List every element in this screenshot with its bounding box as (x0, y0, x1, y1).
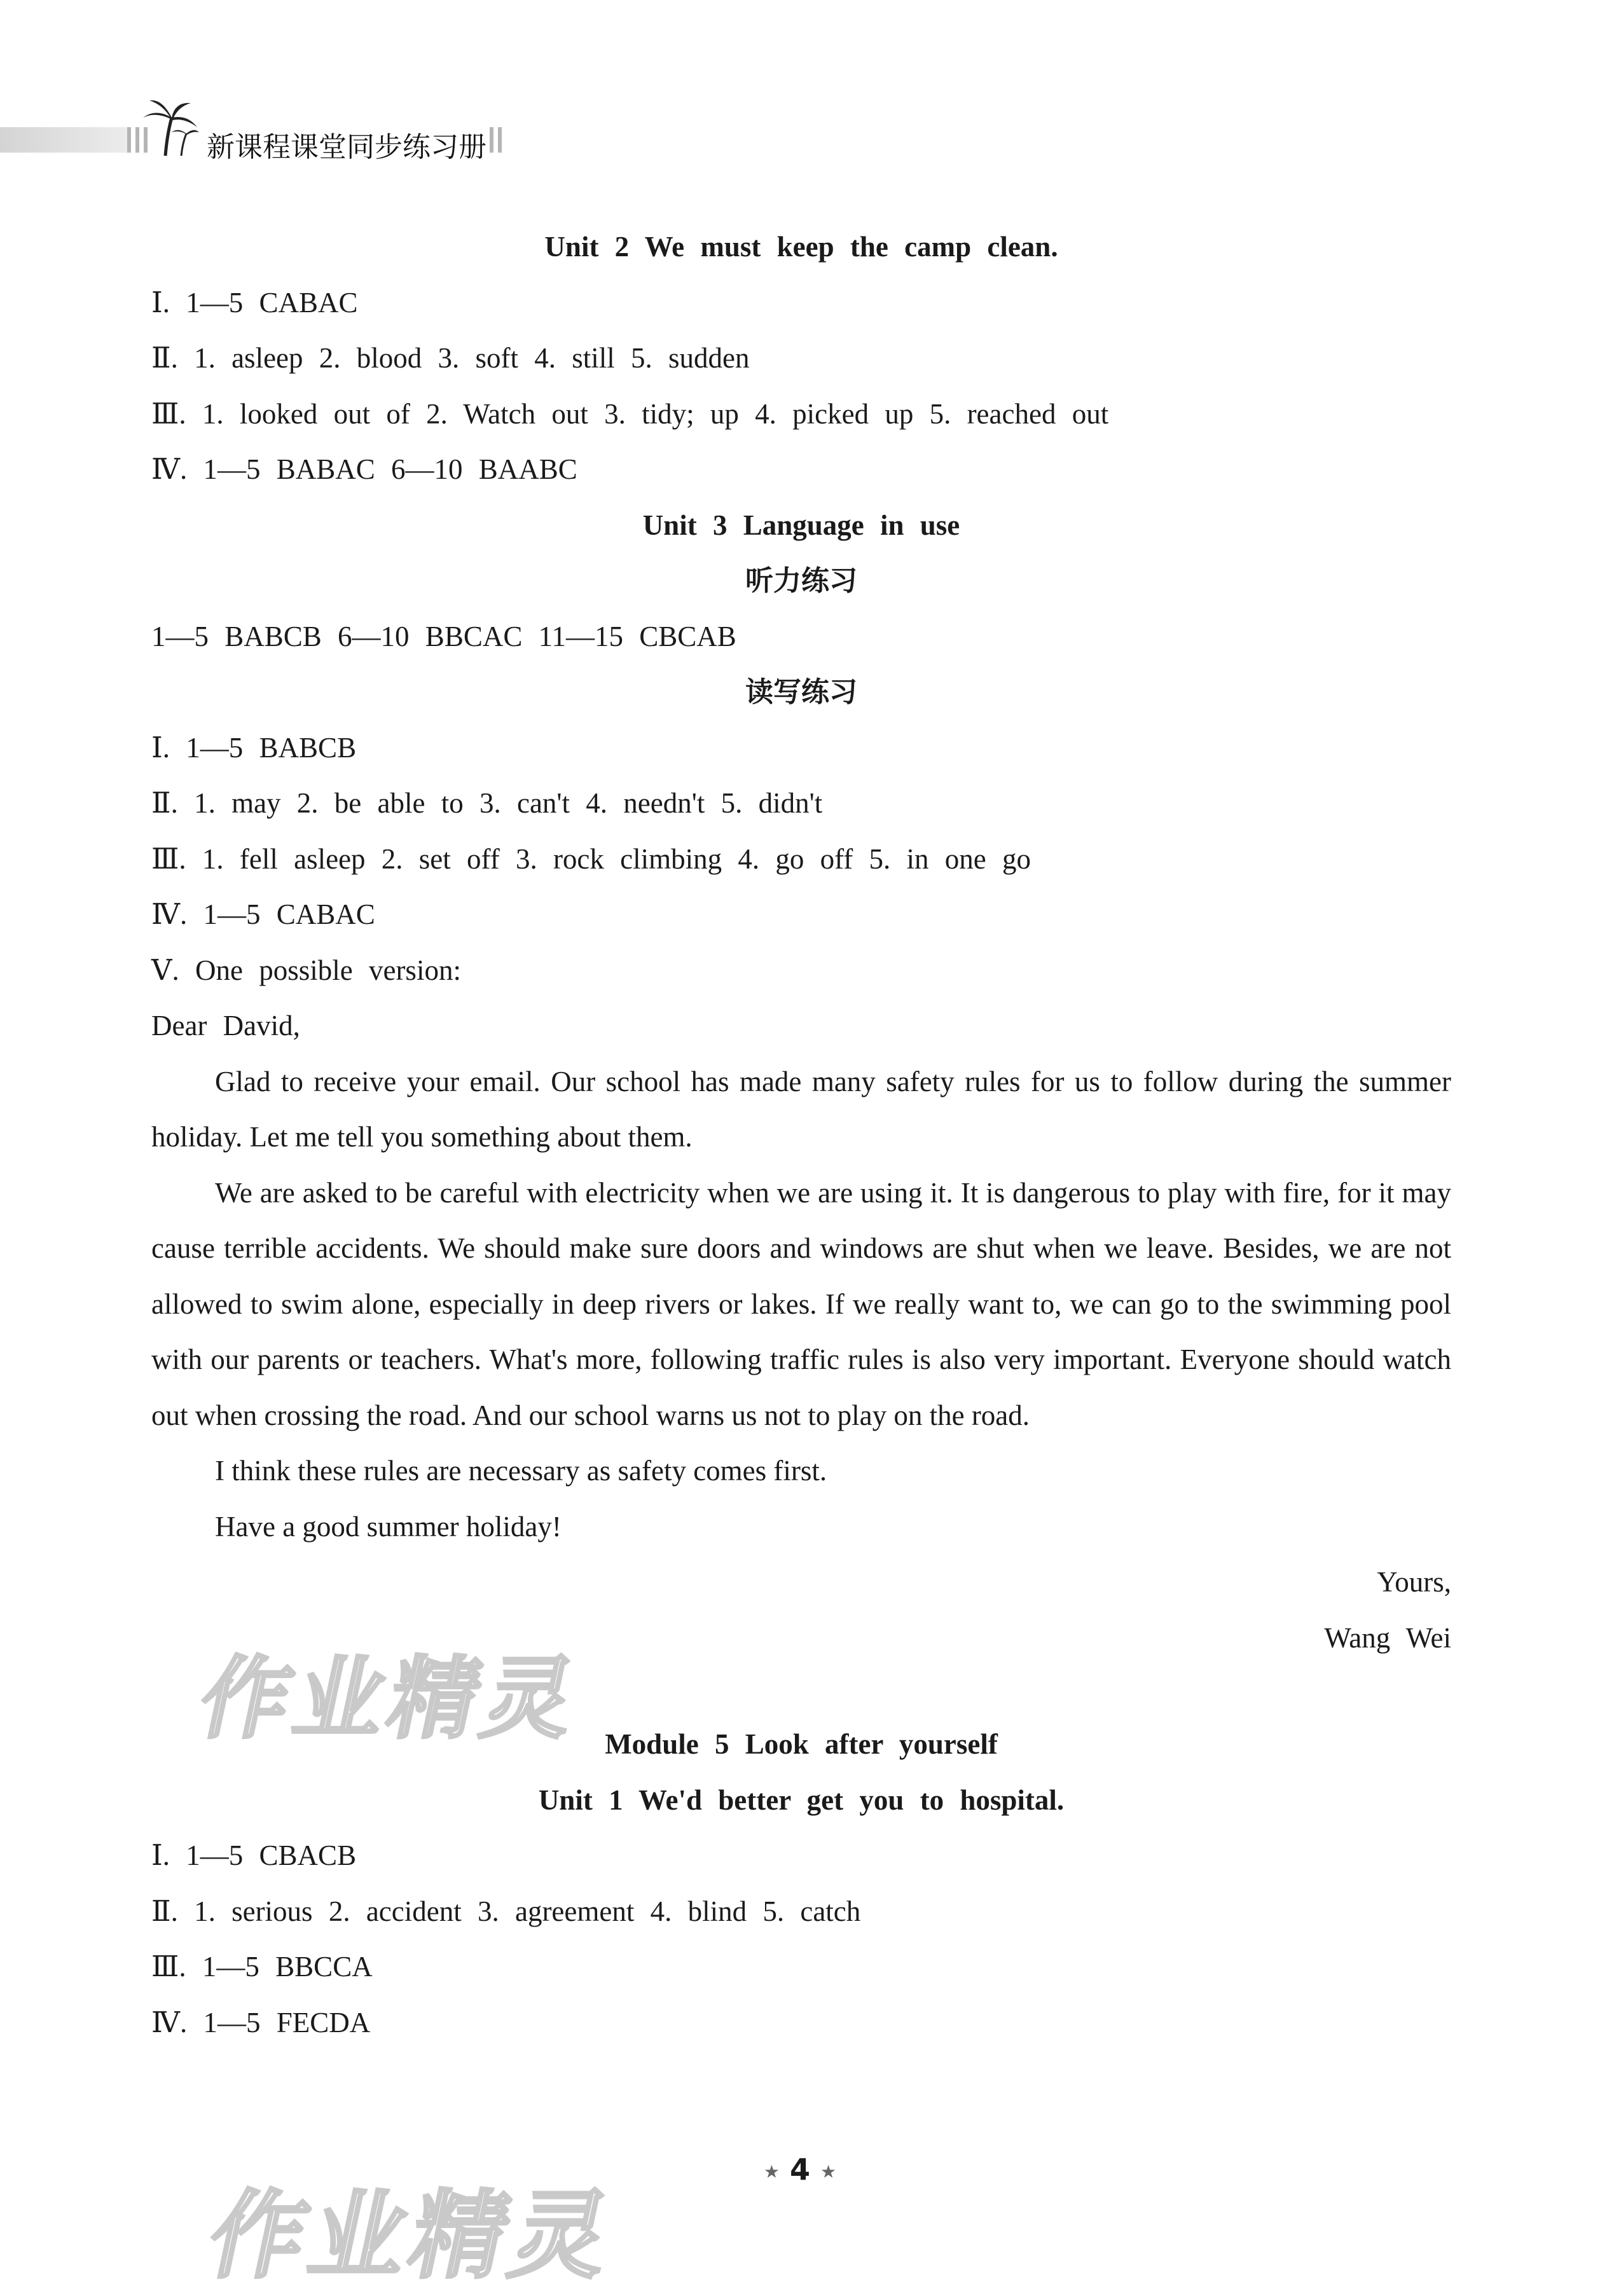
m5-unit1-heading: Unit 1 We'd better get you to hospital. (538, 1784, 1065, 1816)
answer-line: Ⅳ. 1—5 CABAC (151, 898, 375, 930)
watermark: 作业精灵 (191, 1647, 590, 1751)
letter-paragraph: Have a good summer holiday! (215, 1510, 562, 1543)
reading-writing-heading: 读写练习 (745, 676, 857, 708)
listening-heading: 听力练习 (745, 565, 857, 597)
unit3-heading: Unit 3 Language in use (642, 509, 960, 541)
header-title: 新课程课堂同步练习册 (207, 131, 486, 163)
answer-line: Ⅳ. 1—5 BABAC 6—10 BAABC (151, 453, 577, 485)
watermark: 作业精灵 (199, 2181, 625, 2292)
header-band (0, 127, 127, 153)
header-stripes-right (490, 127, 506, 153)
page-number (0, 2152, 1600, 2187)
answer-line: Ⅰ. 1—5 CABAC (151, 286, 358, 319)
answer-line: Ⅰ. 1—5 BABCB (151, 731, 357, 764)
letter-signature: Wang Wei (1324, 1621, 1451, 1654)
answer-line: 1—5 BABCB 6—10 BBCAC 11—15 CBCAB (151, 620, 736, 652)
module5-heading: Module 5 Look after yourself (605, 1728, 998, 1760)
answer-line: Ⅱ. 1. may 2. be able to 3. can't 4. needn't 5. didn't (151, 787, 823, 819)
answer-line: Ⅳ. 1—5 FECDA (151, 2006, 371, 2038)
star-icon: ★ (820, 2161, 837, 2182)
page-header (0, 95, 572, 178)
letter-salutation: Dear David, (151, 1010, 300, 1041)
answer-line: Ⅱ. 1. asleep 2. blood 3. soft 4. still 5. sudden (151, 342, 750, 374)
star-icon: ★ (763, 2161, 780, 2182)
answer-line: Ⅲ. 1—5 BBCCA (151, 1951, 373, 1983)
letter-paragraph: We are asked to be careful with electricity when we are using it. It is dangerous to play with fire, for it may cause terrible accidents. We should make sure doors and windows are shut when we leave. Besides, we are not allowed to swim alone, especially in deep rivers or lakes. If we really want to, we can go to the swimming pool with our parents or teachers. What's more, following traffic rules is also very important. Everyone should watch out when crossing the road. And our school warns us not to play on the road. (151, 1176, 1451, 1431)
letter-closing: Yours, (1377, 1566, 1451, 1598)
answer-line: Ⅱ. 1. serious 2. accident 3. agreement 4. blind 5. catch (151, 1895, 861, 1927)
page-number-value: 4 (789, 2152, 810, 2187)
palm-tree-icon (137, 95, 200, 159)
unit2-heading: Unit 2 We must keep the camp clean. (544, 231, 1058, 263)
letter-paragraph: I think these rules are necessary as safety comes first. (215, 1455, 827, 1487)
letter-paragraph: Glad to receive your email. Our school has made many safety rules for us to follow during the summer holiday. Let me tell you something about them. (151, 1065, 1451, 1153)
answer-line: Ⅰ. 1—5 CBACB (151, 1839, 357, 1871)
answer-content (151, 219, 1451, 2051)
answer-line: Ⅴ. One possible version: (151, 954, 461, 986)
answer-line: Ⅲ. 1. fell asleep 2. set off 3. rock climbing 4. go off 5. in one go (151, 842, 1031, 875)
answer-line: Ⅲ. 1. looked out of 2. Watch out 3. tidy; up 4. picked up 5. reached out (151, 397, 1109, 430)
